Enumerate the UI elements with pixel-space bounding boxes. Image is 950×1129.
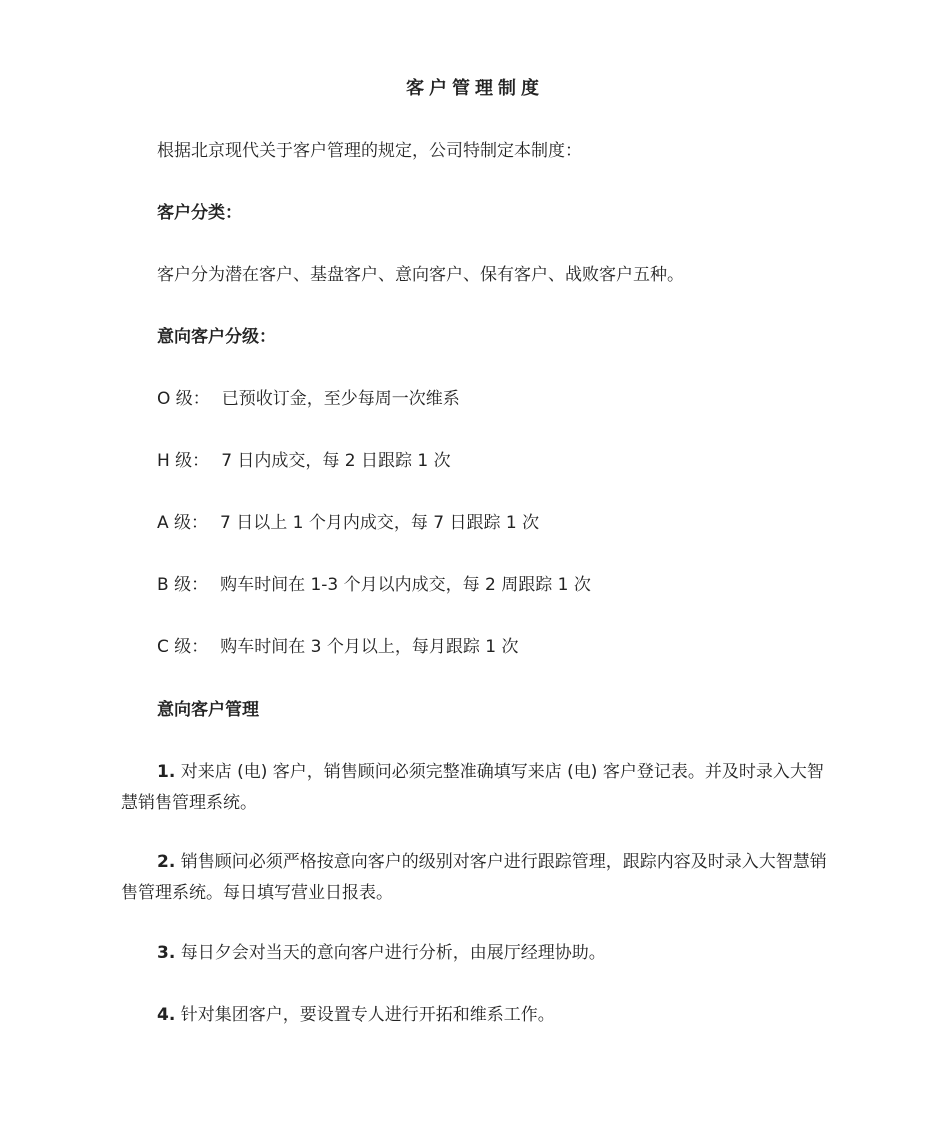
level-text: 购车时间在 3 个月以上，每月跟踪 1 次 (220, 637, 519, 657)
level-item-h (157, 448, 451, 474)
level-label: C 级： (157, 637, 209, 657)
management-item-2 (121, 847, 833, 909)
item-number: 4. (157, 1005, 176, 1025)
document-title: 客户管理制度 (406, 78, 544, 99)
management-heading: 意向客户管理 (157, 700, 259, 720)
level-text: 已预收订金，至少每周一次维系 (221, 389, 460, 409)
level-item-o (157, 386, 460, 412)
level-text: 7 日以上 1 个月内成交，每 7 日跟踪 1 次 (220, 513, 540, 533)
level-item-c (157, 634, 519, 660)
levels-heading: 意向客户分级： (157, 327, 276, 347)
intro-text: 根据北京现代关于客户管理的规定，公司特制定本制度： (157, 141, 582, 161)
item-text: 针对集团客户，要设置专人进行开拓和维系工作。 (180, 1005, 555, 1025)
management-item-1 (121, 757, 833, 819)
level-label: A 级： (157, 513, 209, 533)
item-number: 2. (157, 852, 176, 872)
management-item-3 (121, 938, 833, 969)
item-text: 对来店 (电) 客户，销售顾问必须完整准确填写来店 (电) 客户登记表。并及时录入大智慧销售管理系统。 (121, 762, 824, 813)
level-text: 7 日内成交，每 2 日跟踪 1 次 (221, 451, 451, 471)
item-number: 3. (157, 943, 176, 963)
level-item-a (157, 510, 539, 536)
level-label: B 级： (157, 575, 209, 595)
classification-text: 客户分为潜在客户、基盘客户、意向客户、保有客户、战败客户五种。 (157, 265, 684, 285)
item-number: 1. (157, 762, 176, 782)
item-text: 销售顾问必须严格按意向客户的级别对客户进行跟踪管理，跟踪内容及时录入大智慧销售管理系统。每日填写营业日报表。 (121, 852, 827, 903)
level-text: 购车时间在 1-3 个月以内成交，每 2 周跟踪 1 次 (220, 575, 591, 595)
item-text: 每日夕会对当天的意向客户进行分析，由展厅经理协助。 (180, 943, 606, 963)
level-label: O 级： (157, 389, 210, 409)
classification-heading: 客户分类： (157, 203, 242, 223)
level-label: H 级： (157, 451, 210, 471)
management-item-4 (121, 1000, 833, 1031)
level-item-b (157, 572, 591, 598)
